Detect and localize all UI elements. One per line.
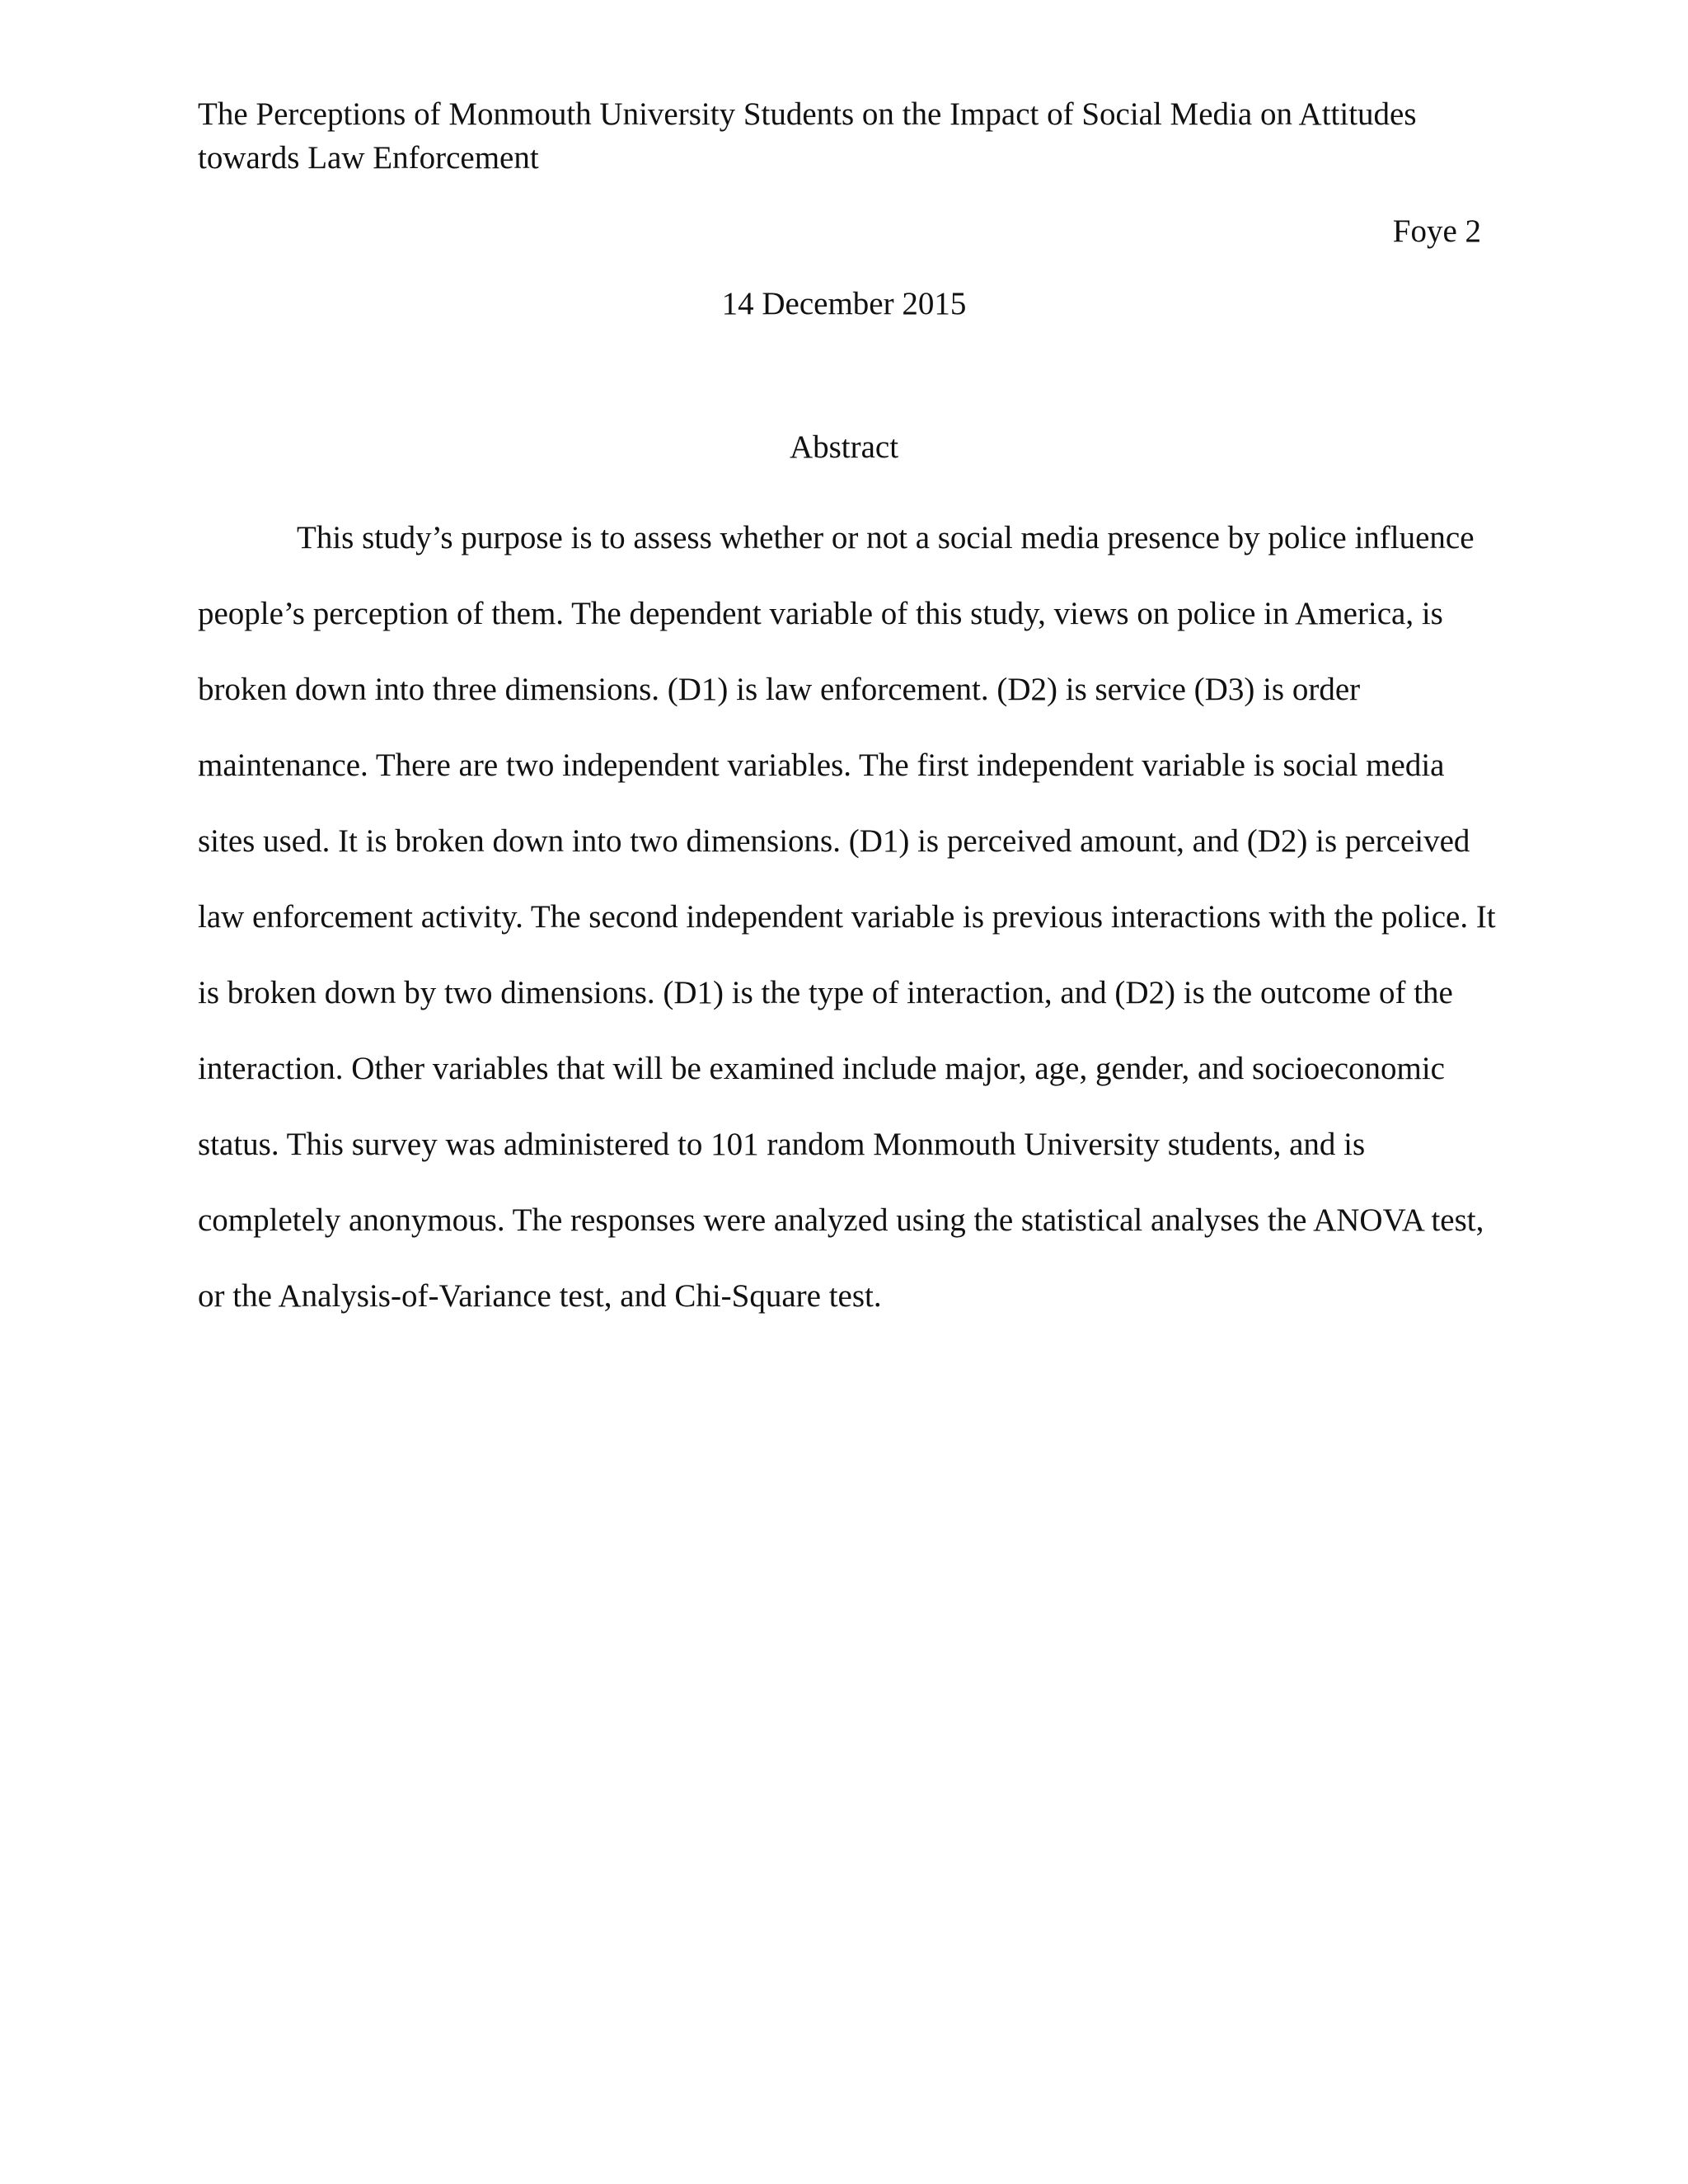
document-title: The Perceptions of Monmouth University Students on the Impact of Social Media on Attitudes towards Law Enforcement — [198, 96, 1417, 176]
document-date: 14 December 2015 — [721, 286, 967, 321]
abstract-heading: Abstract — [789, 429, 899, 465]
running-header: Foye 2 — [1392, 213, 1481, 249]
abstract-paragraph: This study’s purpose is to assess whether or not a social media presence by police influence people’s perception of them. The dependent variable of this study, views on police in America, is broken down into three dimensions. (D1) is law enforcement. (D2) is service (D3) is order maintenance. There are two independent variables. The first independent variable is social media sites used. It is broken down into two dimensions. (D1) is perceived amount, and (D2) is perceived law enforcement activity. The second independent variable is previous interactions with the police. It is broken down by two dimensions. (D1) is the type of interaction, and (D2) is the outcome of the interaction. Other variables that will be examined include major, age, gender, and socioeconomic status. This survey was administered to 101 random Monmouth University students, and is completely anonymous. The responses were analyzed using the statistical analyses the ANOVA test, or the Analysis-of-Variance test, and Chi-Square test. — [198, 520, 1496, 1314]
